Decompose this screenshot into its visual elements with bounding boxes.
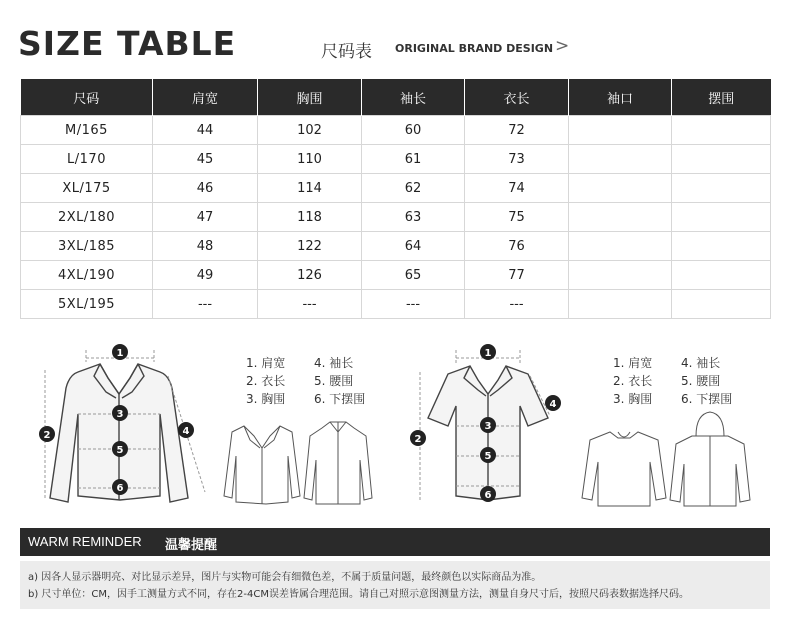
col-header-sleeve: 袖长 [362,79,465,116]
marker-6-icon [480,486,496,502]
svg-text:5: 5 [484,451,492,462]
col-header-chest: 胸围 [258,79,362,116]
legend-item: 4. 袖长 [681,356,721,370]
svg-text:4: 4 [549,399,557,410]
value-cell: 47 [153,203,258,232]
marker-5-icon [480,447,496,463]
legend-item: 6. 下摆围 [314,392,366,406]
warm-reminder-bar [20,528,770,556]
value-cell: --- [362,290,465,319]
value-cell [569,145,672,174]
legend-item: 5. 腰围 [681,374,721,388]
marker-5-icon [112,441,128,457]
size-cell: XL/175 [21,174,153,203]
size-cell: 5XL/195 [21,290,153,319]
col-header-hem: 摆围 [672,79,771,116]
value-cell [672,232,771,261]
value-cell: 114 [258,174,362,203]
legend-item: 5. 腰围 [314,374,354,388]
legend-item: 2. 衣长 [246,374,286,388]
value-cell [569,116,672,145]
value-cell: 44 [153,116,258,145]
value-cell: 73 [465,145,569,174]
value-cell: 65 [362,261,465,290]
value-cell: 49 [153,261,258,290]
size-cell: L/170 [21,145,153,174]
value-cell: --- [258,290,362,319]
hoodie-sketch [670,412,750,506]
table-row [21,203,771,232]
value-cell [672,290,771,319]
note-b: b) 尺寸单位：CM，因手工测量方式不同，存在2-4CM误差皆属合理范围。请自己对照示意图测量方法，测量自身尺寸后，按照尺码表数据选择尺码。 [28,589,689,600]
value-cell: 122 [258,232,362,261]
svg-text:4: 4 [182,426,190,437]
marker-6-icon [112,479,128,495]
value-cell [569,232,672,261]
svg-text:3: 3 [116,409,124,420]
value-cell: 74 [465,174,569,203]
marker-4-icon [545,395,561,411]
value-cell [672,116,771,145]
svg-text:1: 1 [116,348,124,359]
value-cell: 118 [258,203,362,232]
marker-1-icon [480,344,496,360]
table-row [21,290,771,319]
table-row [21,261,771,290]
legend-item: 3. 胸围 [613,392,653,406]
legend-item: 1. 肩宽 [246,356,286,370]
svg-text:3: 3 [484,421,492,432]
size-cell: 4XL/190 [21,261,153,290]
size-cell: M/165 [21,116,153,145]
cn-title: 尺码表 [321,42,372,62]
legend-right [613,354,749,408]
value-cell [569,261,672,290]
marker-2-icon [39,426,55,442]
value-cell [672,145,771,174]
svg-text:5: 5 [116,445,124,456]
brand-tagline: ORIGINAL BRAND DESIGN [395,42,554,55]
value-cell: --- [153,290,258,319]
value-cell: 75 [465,203,569,232]
value-cell: 126 [258,261,362,290]
marker-4-icon [178,422,194,438]
value-cell: 62 [362,174,465,203]
reminder-notes [20,561,770,609]
value-cell [569,290,672,319]
warm-reminder-title-cn: 温馨提醒 [165,538,218,553]
measurement-diagrams [20,336,780,516]
blazer-sketch [224,426,300,504]
page-title: SIZE TABLE [18,24,237,63]
marker-3-icon [480,417,496,433]
size-table [20,79,771,319]
value-cell: 102 [258,116,362,145]
svg-text:6: 6 [116,483,124,494]
value-cell: 60 [362,116,465,145]
legend-item: 4. 袖长 [314,356,354,370]
table-row [21,174,771,203]
svg-text:1: 1 [484,348,492,359]
value-cell: 48 [153,232,258,261]
note-a: a) 因各人显示器明亮、对比显示差异，图片与实物可能会有细微色差，不属于质量问题，最终颜色以实际商品为准。 [28,572,542,583]
table-row [21,145,771,174]
legend-left [246,354,382,408]
marker-2-icon [410,430,426,446]
value-cell: 76 [465,232,569,261]
value-cell: 77 [465,261,569,290]
table-row [21,116,771,145]
value-cell: --- [465,290,569,319]
col-header-length: 衣长 [465,79,569,116]
value-cell: 110 [258,145,362,174]
value-cell: 63 [362,203,465,232]
value-cell [672,261,771,290]
value-cell [569,174,672,203]
size-cell: 2XL/180 [21,203,153,232]
chevron-right-icon[interactable]: > [555,36,570,56]
value-cell [672,203,771,232]
value-cell: 45 [153,145,258,174]
table-header-row [21,79,771,116]
marker-3-icon [112,405,128,421]
legend-item: 2. 衣长 [613,374,653,388]
legend-item: 1. 肩宽 [613,356,653,370]
table-row [21,232,771,261]
legend-item: 3. 胸围 [246,392,286,406]
legend-item: 6. 下摆围 [681,392,733,406]
warm-reminder-title: WARM REMINDER [28,534,142,549]
col-header-cuff: 袖口 [569,79,672,116]
value-cell: 46 [153,174,258,203]
col-header-size: 尺码 [21,79,153,116]
value-cell: 72 [465,116,569,145]
svg-text:6: 6 [484,490,492,501]
sweater-sketch [582,432,666,506]
track-jacket-sketch [304,422,372,504]
col-header-shoulder: 肩宽 [153,79,258,116]
value-cell [672,174,771,203]
marker-1-icon [112,344,128,360]
value-cell: 61 [362,145,465,174]
svg-text:2: 2 [414,434,422,445]
value-cell [569,203,672,232]
size-cell: 3XL/185 [21,232,153,261]
value-cell: 64 [362,232,465,261]
svg-text:2: 2 [43,430,51,441]
